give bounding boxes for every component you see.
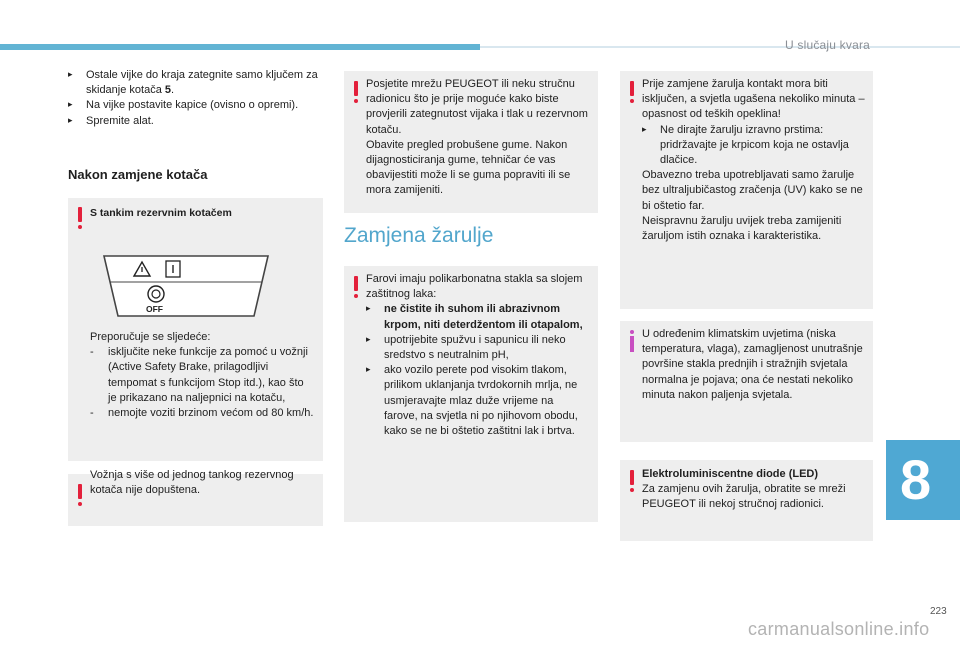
box-title: S tankim rezervnim kotačem [90,207,232,219]
arrow-bullet-icon: ▸ [366,304,371,315]
column-1 [68,68,323,129]
box-intro: Prije zamjene žarulja kontakt mora biti isključen, a svjetla ugašena nekoliko minuta – opasnost od teških opeklina! [642,78,865,121]
warning-box-before-replacement [620,71,873,309]
warning-icon [630,470,634,485]
info-box-condensation [620,321,873,442]
arrow-bullet-icon: ▸ [366,334,371,345]
box-text: U određenim klimatskim uvjetima (niska temperatura, vlaga), zamagljenost unutrašnje površine stakla prednjih i stražnjih svjetala normalna je pojava; ona će nestati nekoliko minuta nakon paljenja svjetala. [642,328,863,401]
box-text: Obavite pregled probušene gume. Nakon dijagnosticiranja gume, tehničar će vas obavijestiti može li se guma popraviti ili se mora zamijeniti. [366,138,571,197]
watermark: carmanualsonline.info [748,619,930,639]
bullet-item: ▸ Spremite alat. [68,114,323,129]
arrow-bullet-icon: ▸ [642,124,647,135]
box-intro: Preporučuje se sljedeće: [90,331,211,343]
box-text: Neispravnu žarulju uvijek treba zamijeniti žaruljom istih oznaka i karakteristika. [642,214,842,243]
box-text: Posjetite mrežu PEUGEOT ili neku stručnu radionicu što je prije moguće kako biste provjerili zategnutost vijaka i tlak u rezervnom kotaču. [366,78,588,136]
heading-bulb-replacement: Zamjena žarulje [344,224,494,247]
spare-wheel-sticker-icon [96,246,276,326]
bullet-item: ▸ Ostale vijke do kraja zategnite samo ključem za skidanje kotača 5. [68,69,318,97]
box-text: Za zamjenu ovih žarulja, obratite se mreži PEUGEOT ili nekoj stručnoj radionici. [642,483,846,511]
off-label: OFF [146,304,163,314]
box-title: Elektroluminiscentne diode (LED) [642,468,819,480]
bullet-item: ▸ ne čistite ih suhom ili abrazivnom krpom, niti deterdžentom ili otapalom, [366,303,583,331]
bullet-item: ▸ Ne dirajte žarulju izravno prstima: pridržavajte je krpicom koja ne ostavlja dlačice. [642,123,849,167]
box-text: Vožnja s više od jednog tankog rezervnog kotača nije dopuštena. [90,469,294,497]
warning-icon [630,81,634,96]
box-intro: Farovi imaju polikarbonatna stakla sa slojem zaštitnog laka: [366,273,583,301]
bullet-item: ▸ Na vijke postavite kapice (ovisno o opremi). [68,98,323,113]
warning-icon [354,276,358,291]
arrow-bullet-icon: ▸ [68,70,73,80]
warning-box-headlamp-care [344,266,598,522]
dash-item: - isključite neke funkcije za pomoć u vožnji (Active Safety Brake, prilagodljivi tempomat s funkcijom Stop itd.), kao što je prikazano na naljepnici na kotaču, [90,346,308,404]
bullet-item: ▸ upotrijebite spužvu i sapunicu ili neko sredstvo s neutralnim pH, [366,333,566,362]
warning-icon [78,484,82,499]
bullet-item: ▸ ako vozilo perete pod visokim tlakom, prilikom uklanjanja tvrdokornih mrlja, ne usmjeravajte mlaz duže vrijeme na farove, na svjetla ni po njihovom obodu, kako se ne bi oštetio zaštitni lak i brtva. [366,364,578,438]
arrow-bullet-icon: ▸ [68,100,73,111]
heading-after-wheel-change: Nakon zamjene kotača [68,167,208,182]
chapter-tab: 8 [886,440,960,520]
info-icon [630,336,634,352]
header-accent-bar [0,44,480,50]
warning-icon [78,207,82,222]
page-number: 223 [930,606,947,617]
warning-box-visit-network [344,71,598,213]
section-title: U slučaju kvara [785,38,871,52]
header-divider [480,46,960,48]
dash-item: - nemojte voziti brzinom većom od 80 km/h. [90,407,314,420]
warning-box-thin-spare [68,198,323,461]
arrow-bullet-icon: ▸ [68,115,73,126]
warning-box-led [620,460,873,541]
warning-box-multiple-spare [68,469,323,526]
warning-icon [354,81,358,96]
box-text: Obavezno treba upotrebljavati samo žarulje bez ultraljubičastog zračenja (UV) kako se ne bi oštetio far. [642,169,863,212]
arrow-bullet-icon: ▸ [366,365,371,376]
